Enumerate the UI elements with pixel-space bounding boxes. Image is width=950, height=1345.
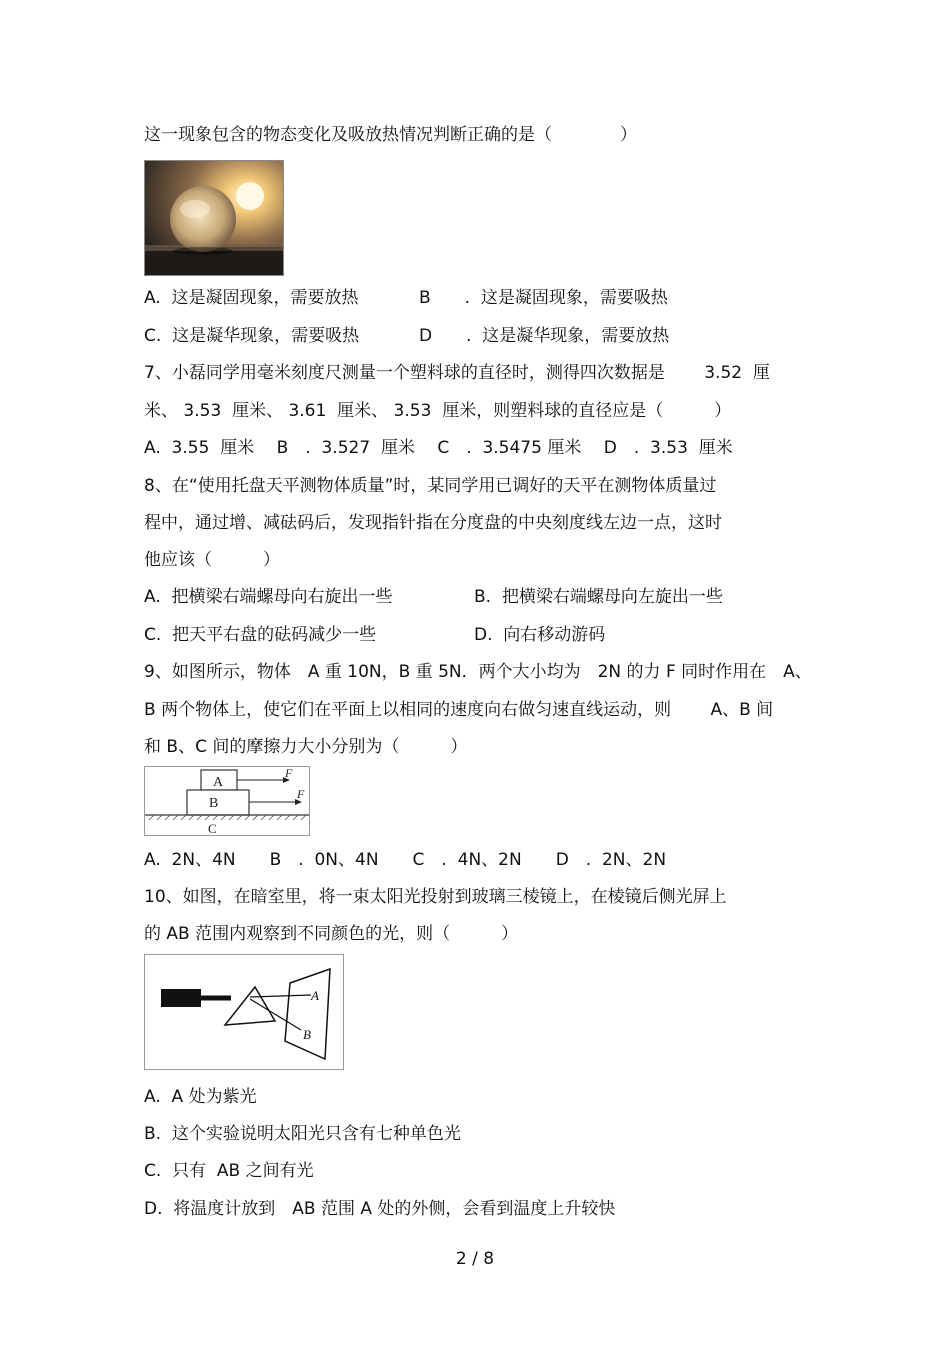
point-b-label: B xyxy=(303,1027,311,1042)
q9-line-2: B 两个物体上，使它们在平面上以相同的速度向右做匀速直线运动，则 A、B 间 xyxy=(144,700,774,720)
force-label-a: F xyxy=(285,767,293,780)
q10-option-d: D. 将温度计放到 AB 范围 A 处的外侧，会看到温度上升较快 xyxy=(144,1199,616,1219)
q8-option-b: B. 把横梁右端螺母向左旋出一些 xyxy=(474,587,723,607)
q7-options: A. 3.55 厘米 B . 3.527 厘米 C . 3.5475 厘米 D . 3.53 厘米 xyxy=(144,438,733,458)
q10-option-c: C. 只有 AB 之间有光 xyxy=(144,1161,314,1181)
prism-diagram-svg xyxy=(145,955,343,1069)
ray-b xyxy=(250,999,301,1030)
light-source xyxy=(161,989,201,1007)
q8-line-1: 8、在“使用托盘天平测物体质量”时，某同学用已调好的天平在测物体质量过 xyxy=(144,476,717,496)
q10-option-a: A. A 处为紫光 xyxy=(144,1087,257,1107)
q7-line-2: 米、 3.53 厘米、 3.61 厘米、 3.53 厘米，则塑料球的直径应是（ ） xyxy=(144,401,732,421)
q7-line-1: 7、小磊同学用毫米刻度尺测量一个塑料球的直径时，测得四次数据是 3.52 厘 xyxy=(144,363,770,383)
block-b-label: B xyxy=(209,796,219,811)
q6-option-a: A. 这是凝固现象，需要放热 xyxy=(144,288,359,308)
surface-c-label: C xyxy=(208,821,217,835)
force-label-b: F xyxy=(297,787,305,801)
q10-line-2: 的 AB 范围内观察到不同颜色的光，则（ ） xyxy=(144,924,519,944)
q8-option-c: C. 把天平右盘的砝码减少一些 xyxy=(144,625,377,645)
blocks-diagram xyxy=(144,766,310,836)
q8-option-a: A. 把横梁右端螺母向右旋出一些 xyxy=(144,587,393,607)
block-a-label: A xyxy=(213,775,224,790)
q6-option-c: C. 这是凝华现象，需要吸热 xyxy=(144,326,360,346)
q9-line-3: 和 B、C 间的摩擦力大小分别为（ ） xyxy=(144,737,468,757)
q10-line-1: 10、如图，在暗室里，将一束太阳光投射到玻璃三棱镜上，在棱镜后侧光屏上 xyxy=(144,887,727,907)
q6-stem: 这一现象包含的物态变化及吸放热情况判断正确的是（ ） xyxy=(144,125,637,145)
q10-option-b: B. 这个实验说明太阳光只含有七种单色光 xyxy=(144,1124,461,1144)
q9-line-1: 9、如图所示，物体 A 重 10N，B 重 5N．两个大小均为 2N 的力 F 同时作用在 A、 xyxy=(144,662,812,682)
page-number: 2 / 8 xyxy=(455,1249,495,1269)
q8-line-3: 他应该（ ） xyxy=(144,550,280,570)
q8-option-d: D. 向右移动游码 xyxy=(474,625,606,645)
frozen-bubble-photo xyxy=(144,160,284,276)
screen xyxy=(285,969,330,1059)
q8-line-2: 程中，通过增、减砝码后，发现指针指在分度盘的中央刻度线左边一点，这时 xyxy=(144,513,722,533)
q9-options: A. 2N、4N B . 0N、4N C . 4N、2N D . 2N、2N xyxy=(144,850,667,870)
prism xyxy=(225,987,275,1025)
q6-option-d: D . 这是凝华现象，需要放热 xyxy=(419,326,670,346)
prism-diagram xyxy=(144,954,344,1070)
ground-hatch xyxy=(149,815,306,820)
blocks-diagram-svg xyxy=(145,767,309,835)
q6-option-b: B . 这是凝固现象，需要吸热 xyxy=(419,288,668,308)
frozen-bubble-image xyxy=(145,161,284,276)
point-a-label: A xyxy=(311,988,319,1003)
